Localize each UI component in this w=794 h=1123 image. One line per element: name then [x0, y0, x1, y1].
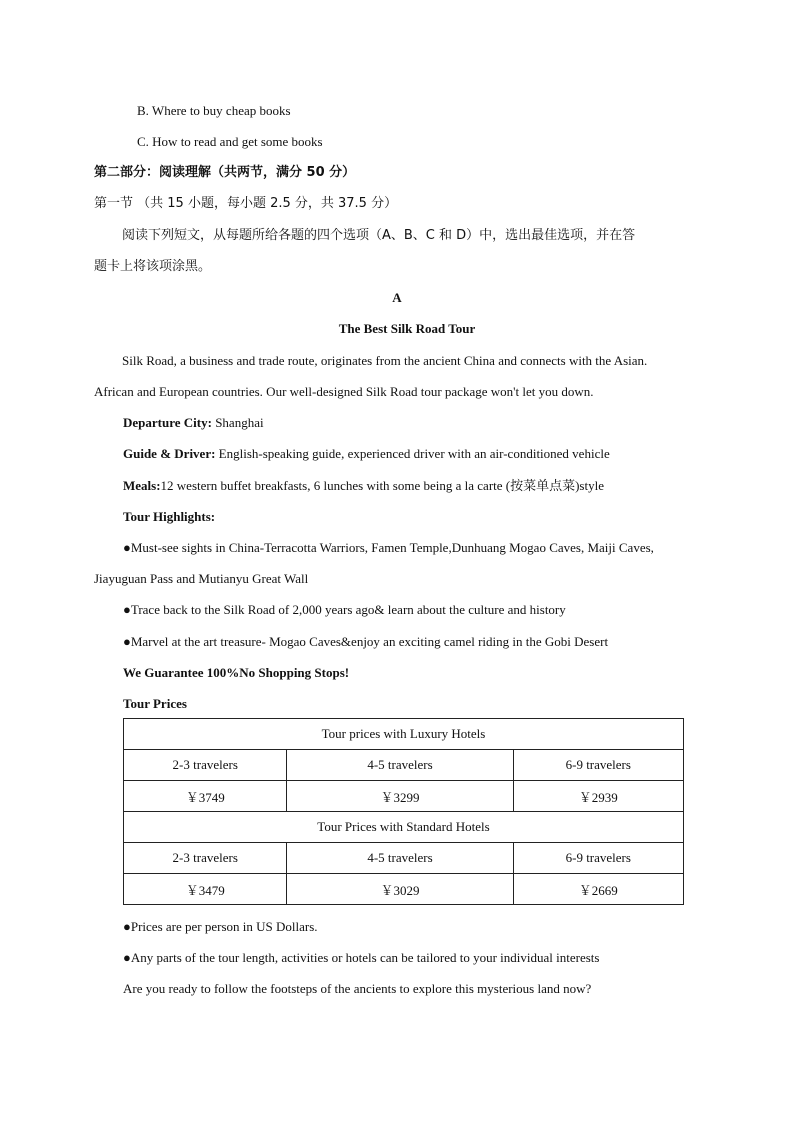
guide-label: Guide & Driver: [123, 446, 216, 461]
highlight1-line2: Jiayuguan Pass and Mutianyu Great Wall [94, 571, 309, 586]
guarantee: We Guarantee 100%No Shopping Stops! [123, 665, 350, 680]
meals-row [123, 478, 604, 494]
group-cell: 2-3 travelers [124, 750, 287, 781]
option-c: C. How to read and get some books [137, 134, 323, 149]
meals-value: 12 western buffet breakfasts, 6 lunches with some being a la carte (按菜单点菜)style [160, 478, 604, 493]
instruction-line1: 阅读下列短文，从每题所给各题的四个选项（A、B、C 和 D）中，选出最佳选项，并在答 [122, 228, 636, 243]
table-row [124, 874, 684, 905]
group-cell: 4-5 travelers [287, 750, 513, 781]
meals-label: Meals: [123, 478, 161, 493]
intro-line1: Silk Road, a business and trade route, originates from the ancient China and connects with the Asian. [122, 353, 648, 368]
departure-value: Shanghai [211, 415, 264, 430]
passage-title: The Best Silk Road Tour [338, 321, 476, 336]
price-table [123, 718, 684, 905]
closing-question: Are you ready to follow the footsteps of the ancients to explore this mysterious land now? [123, 981, 592, 996]
highlight3: ●Marvel at the art treasure- Mogao Caves&enjoy an exciting camel riding in the Gobi Desert [123, 634, 609, 649]
part2-heading: 第二部分：阅读理解（共两节，满分 50 分） [94, 165, 356, 180]
instruction-line2: 题卡上将该项涂黑。 [94, 259, 212, 274]
intro-line2: African and European countries. Our well-designed Silk Road tour package won't let you down. [94, 384, 594, 399]
luxury-header: Tour prices with Luxury Hotels [124, 719, 684, 750]
section1-heading: 第一节 （共 15 小题，每小题 2.5 分，共 37.5 分） [94, 196, 398, 211]
departure-label: Departure City: [123, 415, 212, 430]
group-cell: 6-9 travelers [513, 843, 683, 874]
group-cell: 2-3 travelers [124, 843, 287, 874]
group-cell: 4-5 travelers [287, 843, 513, 874]
luxury-price-cell: ￥2939 [513, 781, 683, 812]
standard-price-cell: ￥2669 [513, 874, 683, 905]
guide-row [123, 446, 610, 462]
guide-value: English-speaking guide, experienced driver with an air-conditioned vehicle [215, 446, 610, 461]
note-prices: ●Prices are per person in US Dollars. [123, 919, 318, 934]
departure-row [123, 415, 264, 431]
standard-header: Tour Prices with Standard Hotels [124, 812, 684, 843]
group-cell: 6-9 travelers [513, 750, 683, 781]
note-tailored: ●Any parts of the tour length, activities or hotels can be tailored to your individual interests [123, 950, 600, 965]
luxury-price-cell: ￥3749 [124, 781, 287, 812]
table-row [124, 719, 684, 750]
highlights-label: Tour Highlights: [123, 509, 216, 524]
prices-label: Tour Prices [123, 696, 187, 711]
table-row [124, 843, 684, 874]
passage-letter: A [392, 290, 402, 305]
option-b: B. Where to buy cheap books [137, 103, 291, 118]
table-row [124, 812, 684, 843]
table-row [124, 750, 684, 781]
standard-price-cell: ￥3029 [287, 874, 513, 905]
standard-price-cell: ￥3479 [124, 874, 287, 905]
luxury-price-cell: ￥3299 [287, 781, 513, 812]
highlight2: ●Trace back to the Silk Road of 2,000 years ago& learn about the culture and history [123, 602, 566, 617]
table-row [124, 781, 684, 812]
highlight1-line1: ●Must-see sights in China-Terracotta Warriors, Famen Temple,Dunhuang Mogao Caves, Maiji Caves, [123, 540, 654, 555]
